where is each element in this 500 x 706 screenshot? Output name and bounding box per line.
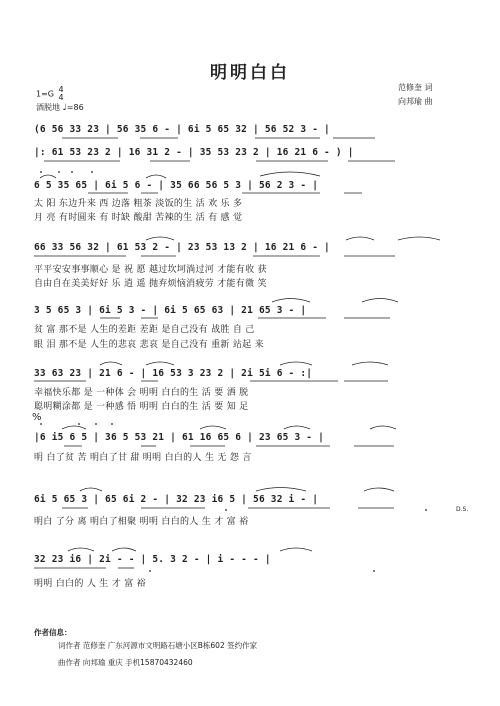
ending-row-notes: 32 23 i6 | 2i - - | 5. 3 2 - | i - - - |: [34, 554, 271, 565]
quarter-note-icon: ♩: [62, 103, 67, 113]
lyricist-credit: 范修奎 词: [398, 83, 433, 92]
chorus-row-1-lyrics: 明 白了贫 苦 明白了甘 甜 明明 白白的人 生 无 怨 言: [34, 453, 252, 463]
tempo-value: =86: [66, 103, 84, 112]
verse-row-4-lyrics-1: 幸福快乐都 是 一种体 会 明明 白白的生 活 要 洒 脱: [34, 388, 249, 398]
verse-row-1-lyrics-2: 月 亮 有时圆来 有 时缺 酸甜 苦辣的生 活 有 感 觉: [34, 213, 243, 223]
verse-row-1-lyrics-1: 太 阳 东边升来 西 边落 粗茶 淡饭的生 活 欢 乐 多: [34, 199, 243, 209]
verse-row-3-notes: 3 5 65 3 | 6i 5 3 - | 6i 5 65 63 | 21 65 3 - |: [34, 305, 307, 316]
time-bottom: 4: [58, 93, 64, 102]
author-info-heading: 作者信息：: [34, 628, 72, 637]
tempo-label: 酒脱地: [36, 103, 60, 112]
verse-row-4-notes: 33 63 23 | 21 6 - | 16 53 3 23 2 | 2i 5i 6 - :|: [34, 368, 313, 379]
verse-row-3-lyrics-1: 贫 富 那不是 人生的差距 差距 是自己没有 战胜 自 己: [34, 325, 255, 335]
ending-row-lyrics: 明明 白白的 人 生 才 富 裕: [34, 579, 146, 589]
chorus-row-2-notes: 6i 5 65 3 | 65 6i 2 - | 32 23 i6 5 | 56 32 i - |: [34, 494, 319, 505]
verse-row-3-lyrics-2: 眼 泪 那不是 人生的悲哀 悲哀 是自己没有 重新 站起 来: [34, 340, 264, 350]
ds-mark: D.S.: [456, 506, 469, 513]
segno-sign: %: [32, 412, 42, 423]
verse-row-2-lyrics-1: 平平安安事事顺心 是 祝 愿 越过坎坷淌过河 才能有收 获: [34, 265, 267, 275]
author-info-lyricist: 词作者 范修奎 广东河源市文明路石塘小区B栋602 签约作家: [58, 641, 258, 650]
key-label: 1=G: [36, 89, 54, 99]
intro-row-2: |: 61 53 23 2 | 16 31 2 - | 35 53 23 2 | 16 21 6 - ) |: [34, 147, 354, 158]
composer-credit: 向邦瑜 曲: [398, 97, 433, 106]
verse-row-4-lyrics-2: 聪明糊涂都 是 一种感 悟 明明 白白的生 活 要 知 足: [34, 402, 249, 412]
author-info-composer: 曲作者 向邦瑜 重庆 手机15870432460: [58, 658, 193, 667]
verse-row-2-notes: 66 33 56 32 | 61 53 2 - | 23 53 13 2 | 16 21 6 - |: [34, 242, 330, 253]
verse-row-1-notes: 6 5 35 65 | 6i 5 6 - | 35 66 56 5 3 | 56 2 3 - |: [34, 180, 319, 191]
time-top: 4: [58, 85, 64, 94]
song-title: 明明白白: [210, 63, 290, 83]
chorus-row-1-notes: |6 i5 6 5 | 36 5 53 21 | 61 16 65 6 | 23 65 3 - |: [34, 432, 325, 443]
verse-row-2-lyrics-2: 自由自在美美好好 乐 逍 遥 抛弃烦恼消疲劳 才能有微 笑: [34, 279, 267, 289]
chorus-row-2-lyrics: 明白 了分 离 明白了相聚 明明 白白的人 生 才 富 裕: [34, 517, 249, 527]
intro-row-1: (6 56 33 23 | 56 35 6 - | 6i 5 65 32 | 56 52 3 - |: [34, 124, 330, 135]
